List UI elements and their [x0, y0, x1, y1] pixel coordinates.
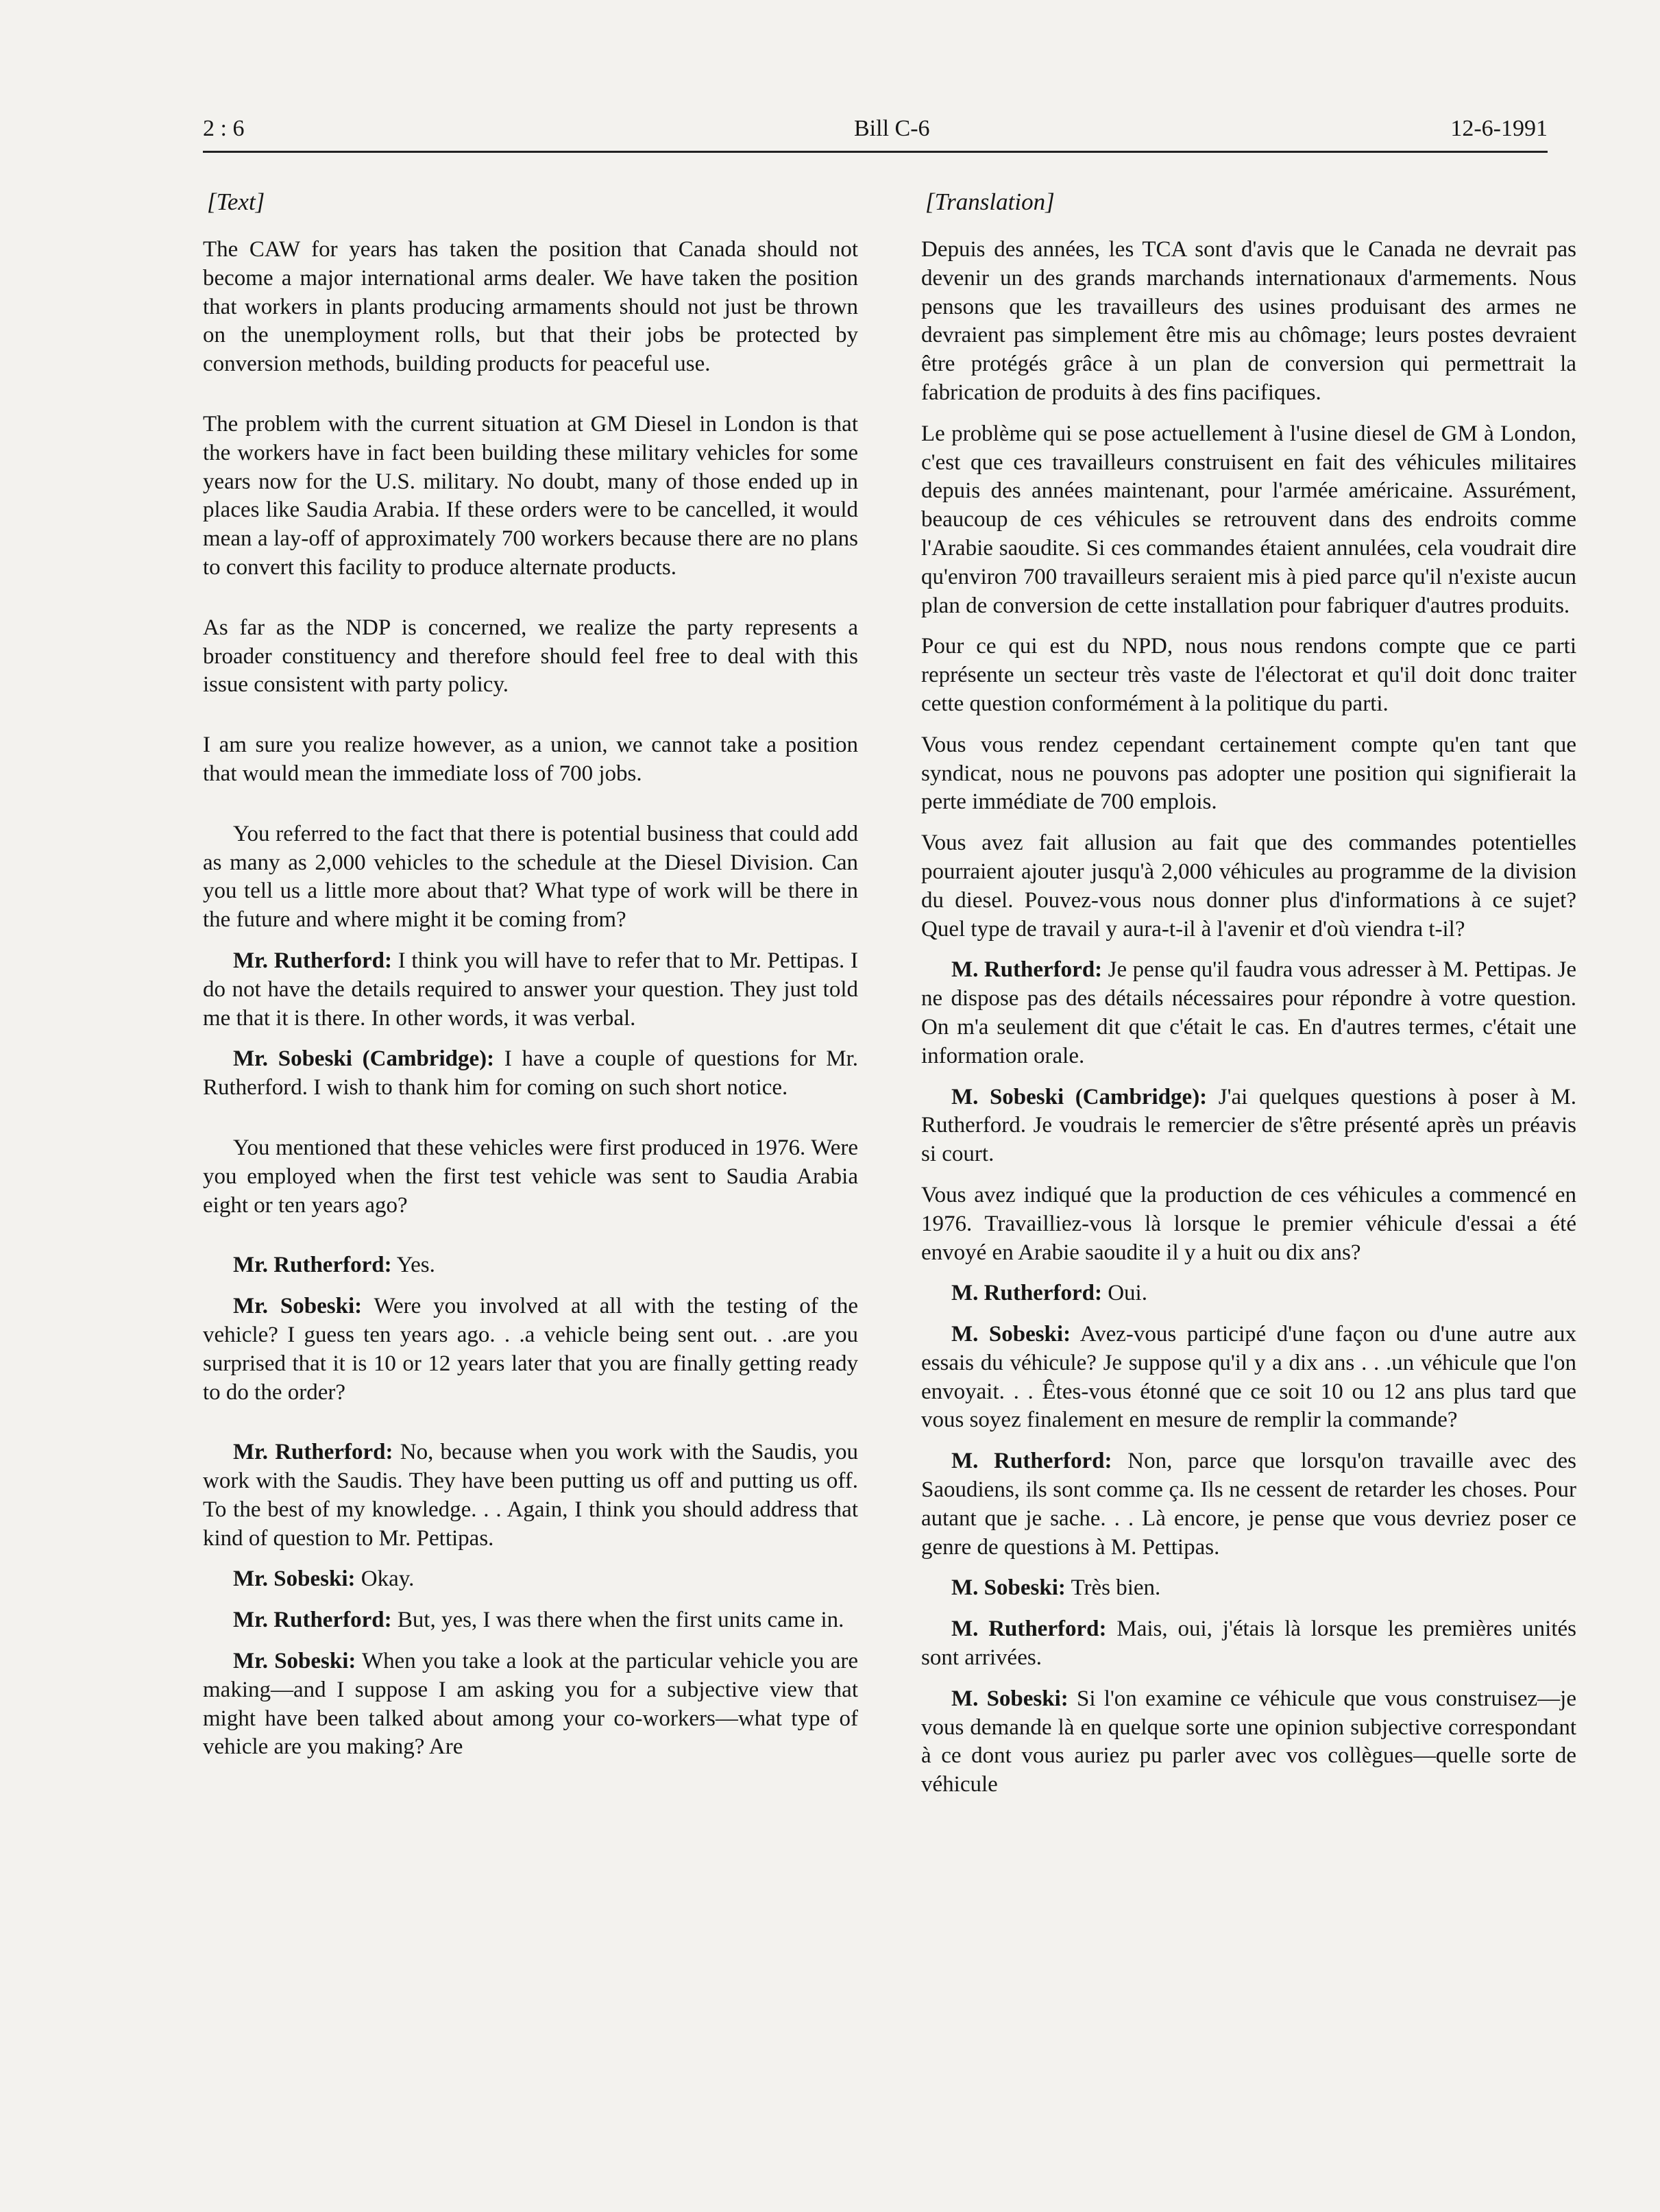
english-paragraph: Mr. Rutherford: But, yes, I was there when the first units came in.: [233, 1608, 844, 1633]
speaker-name: Mr. Sobeski (Cambridge):: [233, 1046, 495, 1072]
english-paragraph: Mr. Sobeski (Cambridge): I have a couple of questions for Mr. Rutherford. I wish to thank him for coming on such short notice.: [203, 1046, 858, 1101]
english-paragraph: Mr. Rutherford: Yes.: [233, 1253, 435, 1278]
french-paragraph: M. Rutherford: Mais, oui, j'étais là lorsque les premières unités sont arrivées.: [921, 1617, 1576, 1671]
french-paragraph: Pour ce qui est du NPD, nous nous rendons compte que ce parti représente un secteur très vaste de l'électorat et qu'il doit donc traiter cette question conformément à la politique du parti.: [921, 634, 1576, 716]
speaker-name: M. Sobeski:: [951, 1686, 1069, 1711]
speaker-name: M. Rutherford:: [951, 957, 1103, 983]
english-paragraph: Mr. Rutherford: I think you will have to refer that to Mr. Pettipas. I do not have the details required to answer your question. They just told me that it is there. In other words, it was verbal.: [203, 948, 858, 1031]
page-header: [203, 110, 1548, 153]
speaker-name: M. Sobeski:: [951, 1322, 1071, 1347]
speaker-name: Mr. Rutherford:: [233, 1608, 392, 1633]
french-paragraph: M. Rutherford: Je pense qu'il faudra vous adresser à M. Pettipas. Je ne dispose pas des détails nécessaires pour répondre à votre question. On m'a seulement dit que c'était le cas. En d'autres termes, c'était une information orale.: [921, 957, 1577, 1068]
english-column: [203, 186, 858, 1774]
french-paragraph: M. Sobeski: Avez-vous participé d'une façon ou d'une autre aux essais du véhicule? Je suppose qu'il y a dix ans . . .un véhicule que l'on envoyait. . . Êtes-vous étonné que ce soit 10 ou 12 ans plus tard que vous soyez finalement en mesure de remplir la commande?: [921, 1322, 1577, 1433]
french-paragraph: Vous avez fait allusion au fait que des commandes potentielles pourraient ajouter jusqu'à 2,000 véhicules au programme de la division du diesel. Pouvez-vous nous donner plus d'informations à ce sujet? Quel type de travail y aura-t-il à l'avenir et d'où viendra t-il?: [921, 831, 1576, 942]
french-column-label: [Translation]: [925, 188, 1055, 215]
speaker-name: M. Sobeski:: [951, 1575, 1066, 1601]
speaker-name: M. Rutherford:: [951, 1449, 1112, 1474]
speaker-name: Mr. Rutherford:: [233, 1253, 392, 1278]
french-paragraph: Depuis des années, les TCA sont d'avis que le Canada ne devrait pas devenir un des grands marchands internationaux d'armements. Nous pensons que les travailleurs des usines produisant des armes ne devraient pas simplement être mis au chômage; leurs postes devraient être protégés grâce à un plan de conversion qui permettrait la fabrication de produits à des fins pacifiques.: [921, 237, 1576, 405]
french-paragraph: M. Sobeski: Très bien.: [951, 1575, 1161, 1601]
speaker-name: Mr. Sobeski:: [233, 1566, 356, 1592]
french-paragraph: M. Sobeski: Si l'on examine ce véhicule que vous construisez—je vous demande là en quelque sorte une opinion subjective correspondant à ce dont vous auriez pu parler avec vos collègues—quelle sorte de véhicule: [921, 1686, 1577, 1797]
english-paragraph: I am sure you realize however, as a union, we cannot take a position that would mean the immediate loss of 700 jobs.: [203, 733, 858, 786]
sitting-date: 12-6-1991: [1450, 116, 1548, 141]
bill-title: Bill C-6: [854, 116, 930, 141]
english-paragraph: The CAW for years has taken the position that Canada should not become a major international arms dealer. We have taken the position that workers in plants producing armaments should not just be thrown on the unemployment rolls, but that their jobs be protected by conversion methods, building products for peaceful use.: [203, 237, 858, 377]
speaker-name: Mr. Rutherford:: [233, 1440, 393, 1465]
french-paragraph: Vous vous rendez cependant certainement compte qu'en tant que syndicat, nous ne pouvons pas adopter une position qui signifierait la perte immédiate de 700 emplois.: [921, 732, 1576, 815]
french-paragraph: M. Sobeski (Cambridge): J'ai quelques questions à poser à M. Rutherford. Je voudrais le remercier de s'être présenté après un préavis si court.: [921, 1084, 1577, 1167]
speaker-name: Mr. Sobeski:: [233, 1649, 356, 1674]
english-paragraph: Mr. Sobeski: When you take a look at the particular vehicle you are making—and I suppose I am asking you for a subjective view that might have been talked about among your co-workers—what type of vehicle are you making? Are: [203, 1649, 858, 1760]
english-paragraph: You mentioned that these vehicles were first produced in 1976. Were you employed when the first test vehicle was sent to Saudia Arabia eight or ten years ago?: [203, 1135, 858, 1218]
speaker-name: M. Rutherford:: [951, 1617, 1107, 1642]
english-paragraph: As far as the NDP is concerned, we realize the party represents a broader constituency and therefore should feel free to deal with this issue consistent with party policy.: [203, 615, 858, 698]
english-paragraph: Mr. Rutherford: No, because when you work with the Saudis, you work with the Saudis. They have been putting us off and putting us off. To the best of my knowledge. . . Again, I think you should address that kind of question to Mr. Pettipas.: [203, 1440, 858, 1551]
english-paragraph: Mr. Sobeski: Okay.: [233, 1566, 415, 1592]
french-paragraph: M. Rutherford: Non, parce que lorsqu'on travaille avec des Saoudiens, ils sont comme ça. Ils ne cessent de retarder les choses. Pour autant que je sache. . . Là encore, je pense que vous devriez poser ce genre de questions à M. Pettipas.: [921, 1449, 1577, 1560]
page-number: 2 : 6: [203, 116, 245, 141]
french-column: [921, 186, 1576, 1812]
speaker-name: M. Rutherford:: [951, 1281, 1102, 1306]
english-column-label: [Text]: [207, 188, 265, 215]
speaker-name: Mr. Sobeski:: [233, 1294, 363, 1319]
speaker-name: Mr. Rutherford:: [233, 948, 393, 973]
french-paragraph: Vous avez indiqué que la production de ces véhicules a commencé en 1976. Travailliez-vous là lorsque le premier véhicule d'essai a été envoyé en Arabie saoudite il y a huit ou dix ans?: [921, 1182, 1576, 1265]
speaker-name: M. Sobeski (Cambridge):: [951, 1084, 1208, 1109]
english-paragraph: The problem with the current situation at GM Diesel in London is that the workers have in fact been building these military vehicles for some years now for the U.S. military. No doubt, many of those ended up in places like Saudia Arabia. If these orders were to be cancelled, it would mean a lay-off of approximately 700 workers because there are no plans to convert this facility to produce alternate products.: [203, 411, 858, 580]
english-paragraph: You referred to the fact that there is potential business that could add as many as 2,000 vehicles to the schedule at the Diesel Division. Can you tell us a little more about that? What type of work will be there in the future and where might it be coming from?: [203, 821, 858, 933]
french-paragraph: M. Rutherford: Oui.: [951, 1281, 1147, 1306]
french-paragraph: Le problème qui se pose actuellement à l'usine diesel de GM à London, c'est que ces travailleurs construisent en fait des véhicules militaires depuis des années maintenant, pour l'armée américaine. Assurément, beaucoup de ces véhicules se retrouvent dans des endroits comme l'Arabie saoudite. Si ces commandes étaient annulées, cela voudrait dire qu'environ 700 travailleurs seraient mis à pied parce qu'il n'existe aucun plan de conversion de cette installation pour fabriquer d'autres produits.: [921, 421, 1576, 618]
english-paragraph: Mr. Sobeski: Were you involved at all with the testing of the vehicle? I guess ten years ago. . .a vehicle being sent out. . .are you surprised that it is 10 or 12 years later that you are finally getting ready to do the order?: [203, 1294, 859, 1405]
